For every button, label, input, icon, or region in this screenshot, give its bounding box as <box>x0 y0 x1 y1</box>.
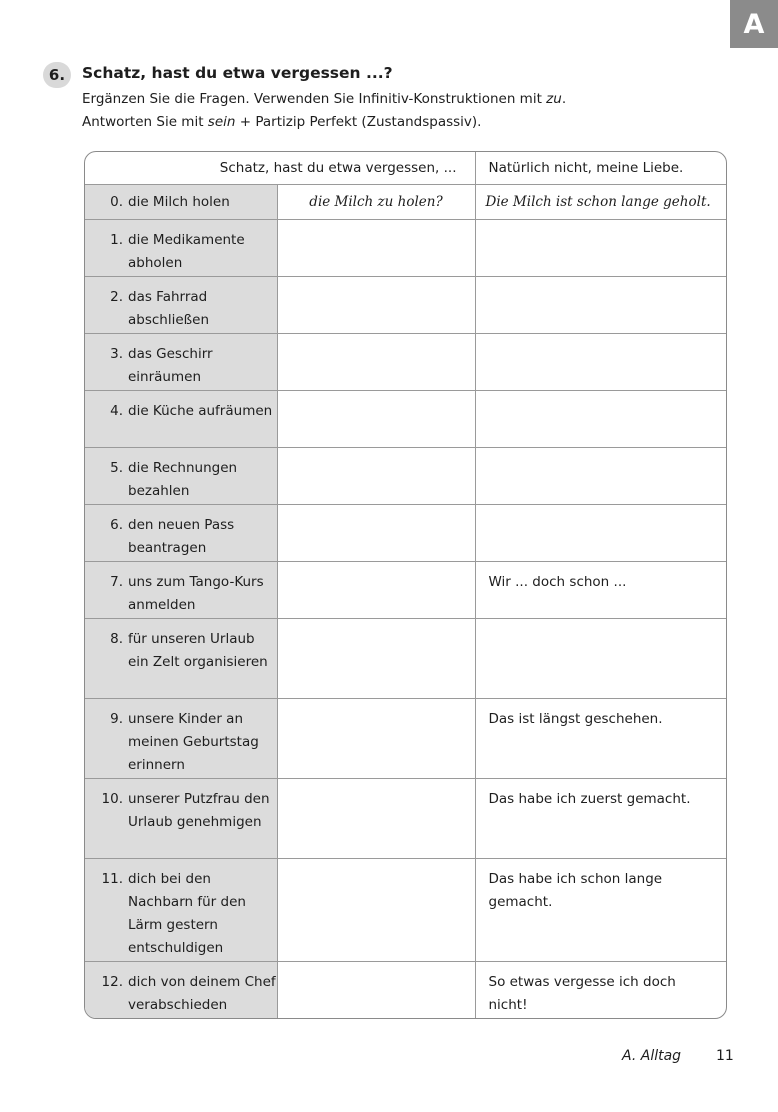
row-number: 4. <box>110 403 123 419</box>
row-item: unserer Putzfrau den Urlaub genehmigen <box>128 791 270 830</box>
exercise-instruction-1: Ergänzen Sie die Fragen. Verwenden Sie Infinitiv-Konstruktionen mit zu. <box>82 91 567 107</box>
row-item: die Rechnungen bezahlen <box>128 460 238 499</box>
header-question: Schatz, hast du etwa vergessen, ... <box>219 160 457 176</box>
question-blank[interactable] <box>277 779 475 859</box>
question-blank[interactable] <box>277 505 475 562</box>
question-blank[interactable] <box>277 699 475 779</box>
item-cell <box>85 962 277 1019</box>
table-row <box>85 699 727 779</box>
table-row <box>85 220 727 277</box>
answer-cell[interactable] <box>475 562 727 619</box>
table-row <box>85 448 727 505</box>
table-row <box>85 505 727 562</box>
row-item: unsere Kinder an meinen Geburtstag erinnern <box>128 711 259 773</box>
answer-cell[interactable] <box>475 962 727 1019</box>
item-cell <box>85 562 277 619</box>
row-item: das Geschirr einräumen <box>128 346 213 385</box>
item-cell <box>85 779 277 859</box>
answer-text: So etwas vergesse ich doch nicht! <box>488 974 676 1013</box>
table-row <box>85 334 727 391</box>
answer-text: Wir ... doch schon ... <box>488 574 627 590</box>
table-row <box>85 619 727 699</box>
answer-cell[interactable] <box>475 334 727 391</box>
answer-text: Das ist längst geschehen. <box>488 711 663 727</box>
table-row <box>85 562 727 619</box>
table-row <box>85 391 727 448</box>
question-blank[interactable] <box>277 859 475 962</box>
exercise-table <box>84 151 727 1019</box>
answer-text: Das habe ich zuerst gemacht. <box>488 791 691 807</box>
item-cell <box>85 859 277 962</box>
row-item: uns zum Tango-Kurs anmelden <box>128 574 264 613</box>
item-cell <box>85 391 277 448</box>
header-answer: Natürlich nicht, meine Liebe. <box>475 152 727 185</box>
question-blank[interactable] <box>277 962 475 1019</box>
row-number: 8. <box>110 631 123 647</box>
table-header-row <box>85 152 727 185</box>
example-row <box>85 185 727 220</box>
page-number: 11 <box>716 1048 734 1064</box>
answer-text <box>476 334 728 343</box>
row-number: 9. <box>110 711 123 727</box>
answer-text <box>476 505 728 514</box>
row-item: den neuen Pass beantragen <box>128 517 235 556</box>
exercise-number: 6. <box>43 62 71 88</box>
answer-cell[interactable] <box>475 699 727 779</box>
item-cell <box>85 619 277 699</box>
answer-text: Das habe ich schon lange gemacht. <box>488 871 663 910</box>
row-number: 6. <box>110 517 123 533</box>
answer-cell[interactable] <box>475 391 727 448</box>
answer-cell[interactable] <box>475 448 727 505</box>
answer-cell[interactable] <box>475 619 727 699</box>
question-blank[interactable] <box>277 277 475 334</box>
table-row <box>85 962 727 1019</box>
question-blank[interactable] <box>277 220 475 277</box>
row-number: 11. <box>101 871 123 887</box>
answer-text <box>476 220 728 229</box>
answer-cell[interactable] <box>475 859 727 962</box>
question-blank[interactable] <box>277 619 475 699</box>
row-number: 5. <box>110 460 123 476</box>
section-tab: A <box>730 0 778 48</box>
answer-text <box>476 619 728 628</box>
question-blank[interactable] <box>277 562 475 619</box>
example-answer: Die Milch ist schon lange geholt. <box>475 185 727 220</box>
row-item: das Fahrrad abschließen <box>128 289 210 328</box>
example-question: die Milch zu holen? <box>277 185 475 220</box>
table-row <box>85 779 727 859</box>
answer-text <box>476 448 728 457</box>
row-item: die Milch holen <box>128 193 230 210</box>
item-cell <box>85 699 277 779</box>
table-row <box>85 859 727 962</box>
answer-cell[interactable] <box>475 277 727 334</box>
row-number: 12. <box>101 974 123 990</box>
item-cell <box>85 220 277 277</box>
row-item: dich bei den Nachbarn für den Lärm gestern entschuldigen <box>128 871 246 956</box>
question-blank[interactable] <box>277 334 475 391</box>
example-item-cell <box>85 185 277 220</box>
item-cell <box>85 334 277 391</box>
exercise-title: Schatz, hast du etwa vergessen ...? <box>82 64 393 82</box>
answer-cell[interactable] <box>475 779 727 859</box>
answer-cell[interactable] <box>475 220 727 277</box>
question-blank[interactable] <box>277 391 475 448</box>
row-number: 0. <box>110 193 123 210</box>
row-number: 1. <box>110 232 123 248</box>
answer-text <box>476 391 728 400</box>
row-number: 7. <box>110 574 123 590</box>
row-number: 2. <box>110 289 123 305</box>
item-cell <box>85 277 277 334</box>
row-item: die Medikamente abholen <box>128 232 245 271</box>
answer-cell[interactable] <box>475 505 727 562</box>
table-row <box>85 277 727 334</box>
footer-section-title: A. Alltag <box>622 1048 682 1064</box>
row-item: für unseren Urlaub ein Zelt organisieren <box>128 631 268 670</box>
row-number: 10. <box>101 791 123 807</box>
question-blank[interactable] <box>277 448 475 505</box>
row-item: die Küche aufräumen <box>128 403 273 419</box>
item-cell <box>85 505 277 562</box>
answer-text <box>476 277 728 286</box>
row-item: dich von deinem Chef verabschieden <box>128 974 276 1013</box>
item-cell <box>85 448 277 505</box>
exercise-instruction-2: Antworten Sie mit sein + Partizip Perfekt (Zustandspassiv). <box>82 114 482 130</box>
row-number: 3. <box>110 346 123 362</box>
